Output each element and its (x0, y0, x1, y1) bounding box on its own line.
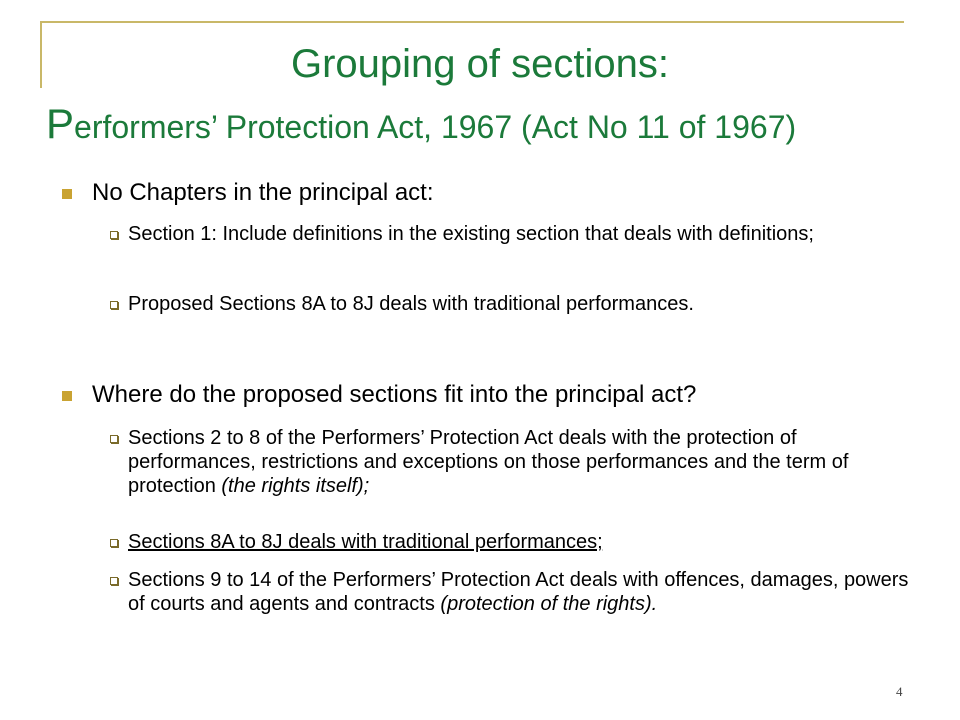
square-bullet-icon (62, 391, 72, 401)
square-bullet-icon (62, 189, 72, 199)
sub-bullet-main-text: Sections 9 to 14 of the Performers’ Protection Act deals with offences, damages, powers of courts and agents and contracts (128, 569, 909, 615)
frame-top-line (40, 21, 904, 23)
sub-bullet-text: Sections 8A to 8J deals with traditional performances; (128, 531, 603, 553)
checkbox-bullet-icon (110, 539, 118, 547)
section-heading: Where do the proposed sections fit into the principal act? (92, 381, 697, 408)
checkbox-bullet-icon (110, 231, 118, 239)
slide-subtitle (46, 100, 796, 151)
sub-bullet (128, 530, 928, 554)
sub-bullet-text: Proposed Sections 8A to 8J deals with traditional performances. (128, 293, 694, 315)
slide-title: Grouping of sections: (291, 42, 669, 86)
sub-bullet-text: Section 1: Include definitions in the existing section that deals with definitions; (128, 223, 814, 245)
subtitle-initial: P (46, 100, 75, 147)
sub-bullet (128, 568, 928, 616)
sub-bullet-italic-text: (protection of the rights). (440, 593, 658, 615)
sub-bullet (128, 426, 928, 498)
sub-bullet (128, 292, 928, 316)
sub-bullet-text (128, 426, 928, 498)
checkbox-bullet-icon (110, 301, 118, 309)
sub-bullet-text (128, 568, 928, 616)
subtitle-rest: erformers’ Protection Act, 1967 (Act No 11 of 1967) (74, 109, 797, 145)
page-number: 4 (896, 684, 903, 699)
sub-bullet (128, 222, 928, 246)
checkbox-bullet-icon (110, 435, 118, 443)
section-heading: No Chapters in the principal act: (92, 179, 434, 206)
checkbox-bullet-icon (110, 577, 118, 585)
sub-bullet-main-text: Sections 2 to 8 of the Performers’ Protection Act deals with the protection of performances, restrictions and exceptions on those performances and the term of protection (128, 427, 849, 497)
sub-bullet-italic-text: (the rights itself); (221, 475, 370, 497)
